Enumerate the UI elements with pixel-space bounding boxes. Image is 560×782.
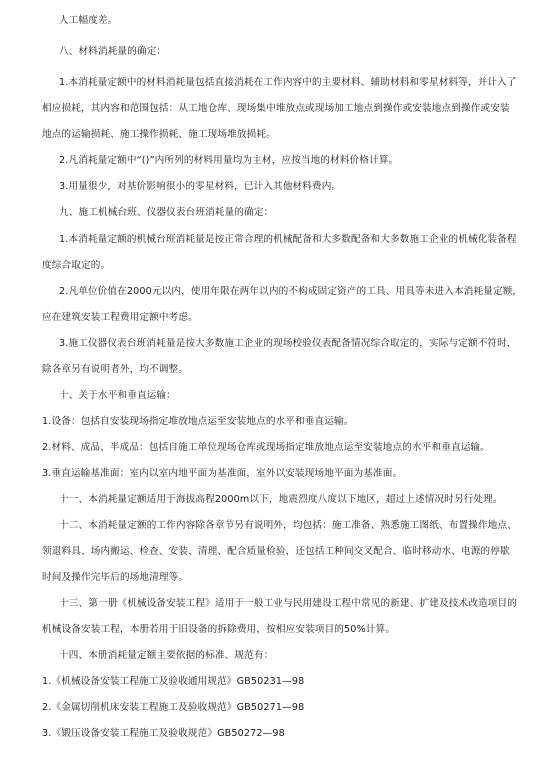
standard-item: 3.《锻压设备安装工程施工及验收规范》GB50272—98 — [42, 728, 285, 739]
standard-item: 2.《金属切削机床安装工程施工及验收规范》GB50271—98 — [42, 702, 305, 713]
section-heading-12: 十二、本消耗量定额的工作内容除各章节另有说明外，均包括：施工准备、熟悉施工图纸、布置操作地点、 — [59, 520, 517, 531]
text-line: 时间及操作完毕后的场地清理等。 — [42, 572, 189, 583]
text-line: 应在建筑安装工程费用定额中考虑。 — [42, 312, 198, 323]
text-line: 相应损耗，其内容和范围包括：从工地仓库、现场集中堆放点或现场加工地点到操作或安装地点到操作或安装 — [42, 103, 510, 114]
section-heading-9: 九、施工机械台班、仪器仪表台班消耗量的确定： — [59, 207, 274, 218]
section-heading-14: 十四、本册消耗量定额主要依据的标准、规范有： — [59, 650, 274, 661]
text-line: 2.凡消耗量定额中“()”内所列的材料用量均为主材，应按当地的材料价格计算。 — [59, 155, 399, 166]
section-heading-10: 十、关于水平和垂直运输： — [59, 390, 176, 401]
text-line: 度综合取定的。 — [42, 260, 111, 271]
text-line: 领退料具、场内搬运、检查、安装、清理、配合质量检验，还包括工种间交叉配合、临时移动水、电源的停歇 — [42, 546, 510, 557]
text-line: 1.本消耗量定额的机械台班消耗量是按正常合理的机械配备和大多数配备和大多数施工企业的机械化装备程 — [59, 234, 517, 245]
text-line: 2.凡单位价值在2000元以内，使用年限在两年以内的不构成固定资产的工具、用具等未进入本消耗量定额， — [59, 286, 523, 297]
text-line: 2.材料、成品、半成品：包括自施工单位现场仓库或现场指定堆放地点运至安装地点的水平和垂直运输。 — [42, 442, 490, 453]
text-line: 人工幅度差。 — [59, 15, 118, 26]
section-heading-13: 十三、第一册《机械设备安装工程》适用于一般工业与民用建设工程中常见的新建、扩建及技术改造项目的 — [59, 598, 517, 609]
standard-item: 1.《机械设备安装工程施工及验收通用规范》GB50231—98 — [42, 676, 305, 687]
text-line: 3.施工仪器仪表台班消耗量是按大多数施工企业的现场校验仪表配备情况综合取定的，实际与定额不符时， — [59, 338, 517, 349]
text-line: 地点的运输损耗、施工操作损耗、施工现场堆放损耗。 — [42, 129, 276, 140]
section-heading-8: 八、材料消耗量的确定： — [59, 46, 167, 57]
text-line: 3.用量很少，对基价影响很小的零星材料，已计入其他材料费内。 — [59, 181, 342, 192]
text-line: 除各章另有说明者外，均不调整。 — [42, 364, 189, 375]
text-line: 1.本消耗量定额中的材料消耗量包括直接消耗在工作内容中的主要材料、辅助材料和零星材料等，并计入了 — [59, 77, 517, 88]
text-line: 3.垂直运输基准面：室内以室内地平面为基准面，室外以安装现场地平面为基准面。 — [42, 468, 403, 479]
text-line: 1.设备：包括自安装现场指定堆放地点运至安装地点的水平和垂直运输。 — [42, 416, 354, 427]
text-line: 机械设备安装工程，本册若用于旧设备的拆除费用，按相应安装项目的50%计算。 — [42, 624, 396, 635]
section-heading-11: 十一、本消耗量定额适用于海拔高程2000m以下，地震烈度八度以下地区，超过上述情况时另行处理。 — [59, 494, 503, 505]
